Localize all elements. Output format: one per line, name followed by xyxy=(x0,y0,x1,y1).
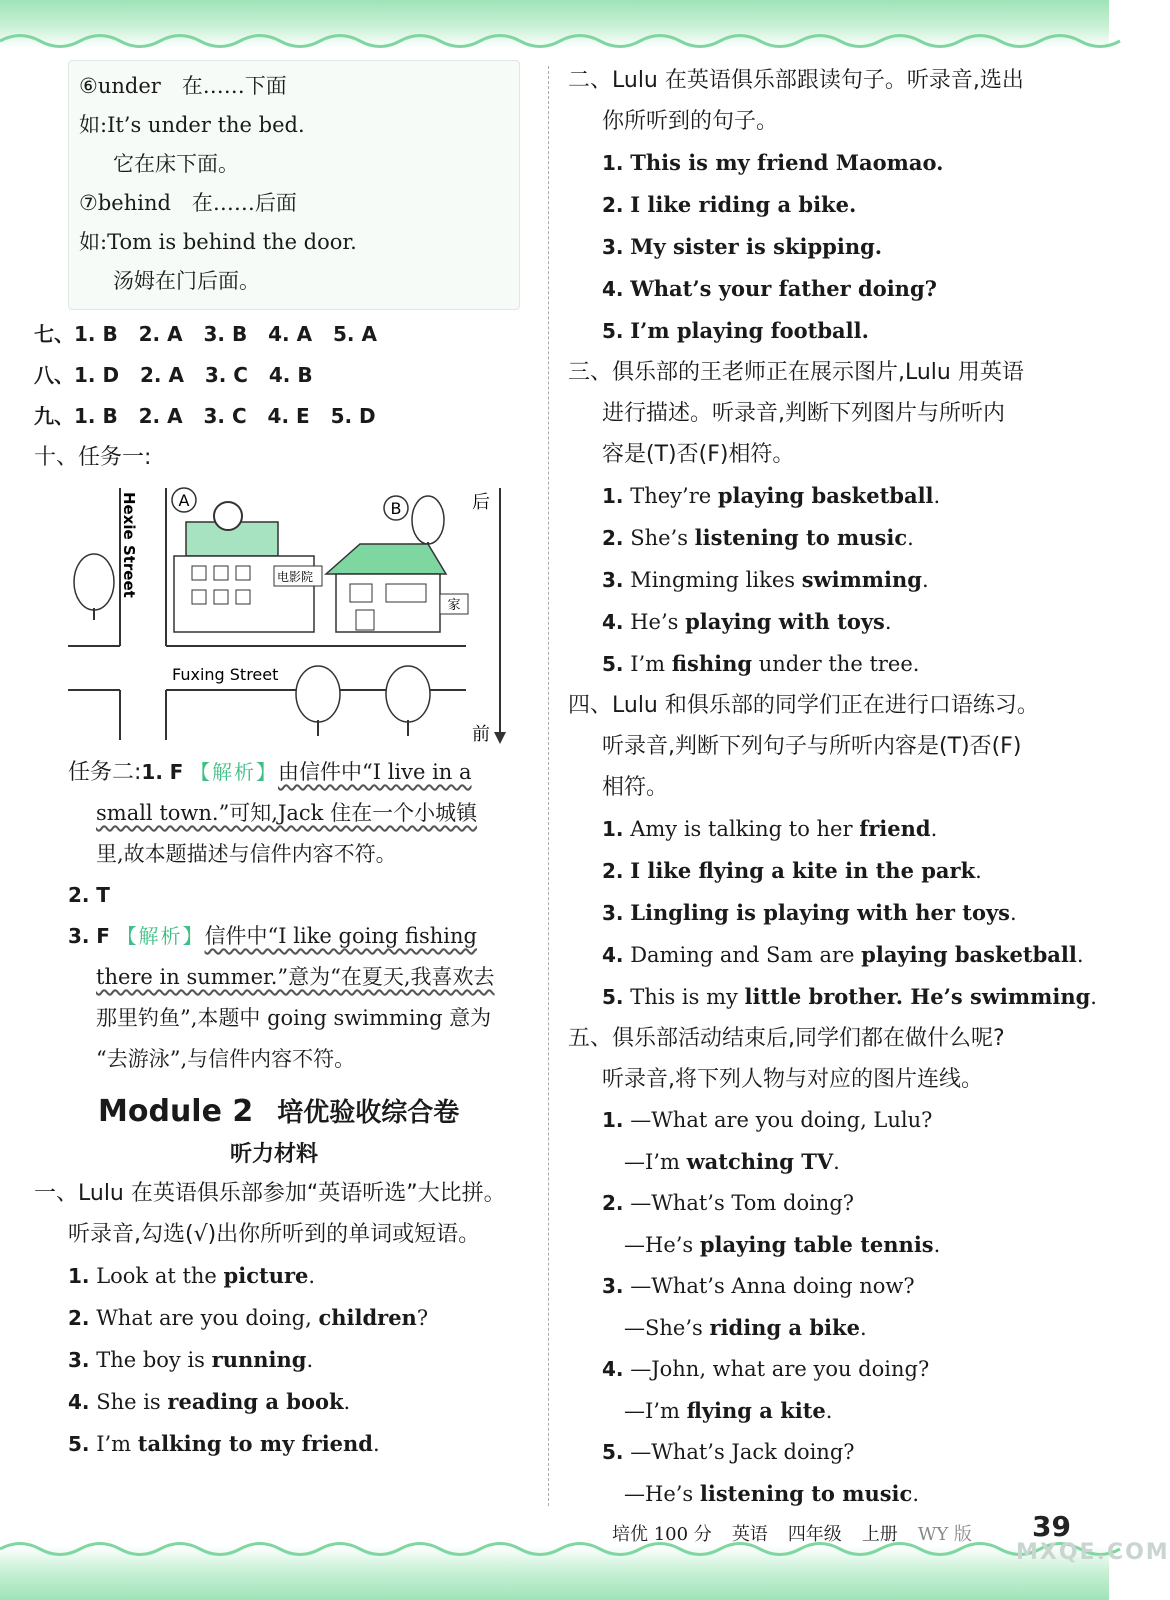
question-number: 2. xyxy=(68,883,90,907)
sentence-text: Mingming likes xyxy=(630,568,802,592)
analysis-text: 里,故本题描述与信件内容不符。 xyxy=(96,842,397,866)
answer-keyword: riding a bike xyxy=(709,1315,860,1340)
list-item xyxy=(34,1255,534,1297)
answer-item: 5. A xyxy=(332,322,377,346)
section-four-heading: 四、Lulu 和俱乐部的同学们正在进行口语练习。 xyxy=(568,693,1039,718)
dialog-question-line xyxy=(568,1432,1088,1473)
front-direction-label: 前 xyxy=(472,724,490,745)
sentence-keyword: little brother. He’s swimming xyxy=(744,984,1091,1009)
item-number: 1. xyxy=(602,151,624,175)
sentence-keyword: talking to my friend xyxy=(137,1431,373,1456)
tree-icon xyxy=(296,666,340,736)
answer-item: 3. C xyxy=(203,404,247,428)
item-number: 2. xyxy=(602,526,624,550)
question-text: —John, what are you doing? xyxy=(630,1357,930,1381)
sentence-text: I’m playing football. xyxy=(630,318,869,343)
dialog-answer-line xyxy=(568,1390,1088,1432)
sentence-suffix: . xyxy=(1090,985,1097,1009)
answer-item: 1. B xyxy=(74,404,118,428)
list-item xyxy=(568,142,1088,184)
answer-prefix: —He’s xyxy=(624,1482,700,1506)
answer-keyword: watching TV xyxy=(686,1149,834,1174)
list-item xyxy=(34,1381,534,1423)
cinema-building-icon xyxy=(174,502,322,632)
task2-q1-line1 xyxy=(34,752,534,793)
answer-prefix: —He’s xyxy=(624,1233,700,1257)
marker-a: A xyxy=(178,491,190,510)
sentence-text: She is xyxy=(96,1390,168,1414)
task-two-heading: 任务二: xyxy=(68,760,142,785)
dialog-question-line xyxy=(568,1349,1088,1390)
home-label: 家 xyxy=(447,598,461,613)
section-four-heading: 听录音,判断下列句子与所听内容是(T)否(F) xyxy=(602,734,1022,759)
hexie-street-label: Hexie Street xyxy=(120,492,138,598)
section-number: 七、 xyxy=(34,322,74,346)
answer-item: 3. B xyxy=(203,322,248,346)
column-divider xyxy=(548,66,549,1506)
item-number: 3. xyxy=(68,1348,90,1372)
section-one-list xyxy=(34,1255,534,1465)
item-number: 1. xyxy=(68,1264,90,1288)
answers-qi xyxy=(34,314,534,355)
sentence-suffix: . xyxy=(933,484,941,508)
answer-keyword: listening to music xyxy=(699,1481,913,1506)
section-four-heading: 相符。 xyxy=(602,775,669,800)
item-number: 3. xyxy=(602,568,624,592)
item-number: 4. xyxy=(602,943,624,967)
item-number: 4. xyxy=(68,1390,90,1414)
answer-keyword: playing table tennis xyxy=(699,1232,934,1257)
sentence-keyword: I like flying a kite in the park xyxy=(630,858,976,883)
watermark-stamp: MXQE.COM xyxy=(1016,1540,1170,1565)
sentence-keyword: playing basketball xyxy=(861,942,1077,967)
page-footer xyxy=(612,1520,992,1546)
sentence-keyword: playing with toys xyxy=(685,609,885,634)
sentence-keyword: reading a book xyxy=(167,1389,344,1414)
sentence-keyword: children xyxy=(318,1305,417,1330)
item-number: 2. xyxy=(602,859,624,883)
fuxing-street-label: Fuxing Street xyxy=(172,665,279,684)
sentence-suffix: . xyxy=(884,610,892,634)
answer-item: 3. C xyxy=(204,363,248,387)
answer-item: 2. A xyxy=(138,322,183,346)
item-number: 1. xyxy=(602,817,624,841)
question-text: —What’s Tom doing? xyxy=(630,1191,855,1215)
cinema-label: 电影院 xyxy=(276,570,314,584)
edition-label: WY 版 xyxy=(917,1524,972,1545)
module-title xyxy=(34,1088,534,1137)
item-number: 4. xyxy=(602,277,624,301)
module-subtitle: 培优验收综合卷 xyxy=(277,1098,460,1128)
list-item xyxy=(568,601,1088,643)
note-line: 如:Tom is behind the door. xyxy=(79,230,357,254)
dialog-answer-line xyxy=(568,1224,1088,1266)
section-two-list xyxy=(568,142,1088,352)
list-item xyxy=(568,643,1088,685)
list-item xyxy=(568,892,1088,934)
note-line: 汤姆在门后面。 xyxy=(113,269,260,293)
question-number: 2. xyxy=(602,1191,624,1215)
tree-icon xyxy=(386,666,430,736)
analysis-text: 由信件中“I live in a xyxy=(277,760,472,784)
grade-label: 四年级 xyxy=(787,1524,842,1545)
question-text: —What’s Jack doing? xyxy=(630,1440,855,1464)
section-five-list xyxy=(568,1100,1088,1515)
item-number: 5. xyxy=(602,652,624,676)
street-map xyxy=(68,478,534,748)
dialog-answer-line xyxy=(568,1141,1088,1183)
answer-keyword: flying a kite xyxy=(686,1398,826,1423)
sentence-suffix: . xyxy=(1010,901,1017,925)
sentence-text: He’s xyxy=(630,610,686,634)
sentence-suffix: . xyxy=(343,1390,351,1414)
sentence-text: What’s your father doing? xyxy=(630,276,937,301)
section-three-heading: 容是(T)否(F)相符。 xyxy=(602,442,795,467)
sentence-keyword: Lingling is playing with her toys xyxy=(630,900,1011,925)
list-item xyxy=(568,559,1088,601)
dialog-question-line xyxy=(568,1100,1088,1141)
question-text: —What’s Anna doing now? xyxy=(630,1274,915,1298)
sentence-text: Look at the xyxy=(96,1264,224,1288)
answers-jiu xyxy=(34,396,534,437)
sentence-text: They’re xyxy=(630,484,718,508)
home-building-icon xyxy=(326,544,468,632)
item-number: 2. xyxy=(602,193,624,217)
subject-label: 英语 xyxy=(731,1524,768,1545)
analysis-tag: 【解析】 xyxy=(116,924,205,948)
section-five-heading: 五、俱乐部活动结束后,同学们都在做什么呢? xyxy=(568,1026,1005,1051)
question-number: 5. xyxy=(602,1440,624,1464)
left-column xyxy=(34,60,534,1465)
back-direction-label: 后 xyxy=(472,492,490,513)
answers-ba xyxy=(34,355,534,396)
section-four-list xyxy=(568,808,1097,1018)
section-five-heading: 听录音,将下列人物与对应的图片连线。 xyxy=(602,1067,983,1092)
top-wave-border xyxy=(0,30,1109,52)
analysis-text: 信件中“I like going fishing xyxy=(204,924,477,948)
dialog-answer-line xyxy=(568,1307,1088,1349)
question-number: 1. xyxy=(602,1108,624,1132)
vocabulary-note-box xyxy=(68,60,520,310)
item-number: 3. xyxy=(602,901,624,925)
sentence-keyword: fishing xyxy=(671,651,753,676)
list-item xyxy=(568,226,1088,268)
item-number: 5. xyxy=(602,319,624,343)
analysis-text: there in summer.”意为“在夏天,我喜欢去 xyxy=(96,965,495,989)
right-column xyxy=(568,60,1097,1515)
sentence-text: My sister is skipping. xyxy=(630,234,883,259)
sentence-suffix: under the tree. xyxy=(752,652,920,676)
answer-item: 4. B xyxy=(268,363,313,387)
analysis-text: “去游泳”,与信件内容不符。 xyxy=(96,1047,356,1071)
sentence-keyword: playing basketball xyxy=(717,483,934,508)
section-three-heading: 进行描述。听录音,判断下列图片与所听内 xyxy=(602,401,1005,426)
sentence-keyword: friend xyxy=(859,816,931,841)
sentence-suffix: . xyxy=(921,568,929,592)
list-item xyxy=(568,268,1088,310)
answer-value: F xyxy=(96,924,110,948)
section-three-list xyxy=(568,475,1088,685)
answer-suffix: . xyxy=(825,1399,833,1423)
dialog-question-line xyxy=(568,1266,1088,1307)
sentence-suffix: . xyxy=(1076,943,1084,967)
sentence-text: I’m xyxy=(96,1432,138,1456)
section-one-heading: 听录音,勾选(√)出你所听到的单词或短语。 xyxy=(68,1222,481,1247)
task-one-heading: 十、任务一: xyxy=(34,445,152,470)
note-line: 如:It’s under the bed. xyxy=(79,113,305,137)
answer-suffix: . xyxy=(912,1482,920,1506)
item-number: 4. xyxy=(602,610,624,634)
answer-item: 1. D xyxy=(74,363,120,387)
answer-suffix: . xyxy=(933,1233,941,1257)
sentence-keyword: listening to music xyxy=(694,525,908,550)
list-item xyxy=(34,1423,534,1465)
note-line: ⑥under 在……下面 xyxy=(79,74,287,98)
list-item xyxy=(568,808,1088,850)
sentence-text: She’s xyxy=(630,526,695,550)
list-item xyxy=(34,1297,534,1339)
module-name: Module 2 xyxy=(98,1094,254,1129)
tree-icon xyxy=(74,554,114,620)
sentence-suffix: . xyxy=(930,817,938,841)
answer-item: 4. A xyxy=(268,322,313,346)
list-item xyxy=(568,850,1088,892)
question-number: 3. xyxy=(602,1274,624,1298)
analysis-text: small town.”可知,Jack 住在一个小城镇 xyxy=(96,801,478,825)
list-item xyxy=(568,475,1088,517)
answer-value: T xyxy=(96,883,110,907)
task2-q3-line1 xyxy=(34,916,534,957)
note-line: 它在床下面。 xyxy=(113,152,239,176)
list-item xyxy=(568,184,1088,226)
answer-item: 2. A xyxy=(138,404,183,428)
analysis-text: 那里钓鱼”,本题中 going swimming 意为 xyxy=(96,1006,492,1030)
answer-suffix: . xyxy=(859,1316,867,1340)
note-line: ⑦behind 在……后面 xyxy=(79,191,297,215)
sentence-text: This is my friend Maomao. xyxy=(630,150,944,175)
item-number: 1. xyxy=(602,484,624,508)
answer-suffix: . xyxy=(833,1150,840,1174)
street-map-drawing xyxy=(68,478,534,748)
sentence-text: I like riding a bike. xyxy=(630,192,857,217)
answer-prefix: —I’m xyxy=(624,1150,687,1174)
question-number: 4. xyxy=(602,1357,624,1381)
sentence-suffix: . xyxy=(306,1348,314,1372)
sentence-text: What are you doing, xyxy=(96,1306,319,1330)
sentence-text: I’m xyxy=(630,652,672,676)
section-two-heading: 你所听到的句子。 xyxy=(602,109,779,134)
sentence-keyword: picture xyxy=(223,1263,309,1288)
item-number: 5. xyxy=(68,1432,90,1456)
list-item xyxy=(568,934,1088,976)
section-number: 九、 xyxy=(34,404,74,428)
sentence-text: The boy is xyxy=(96,1348,212,1372)
sentence-keyword: swimming xyxy=(801,567,922,592)
answer-item: 1. B xyxy=(74,322,118,346)
answer-item: 5. D xyxy=(330,404,376,428)
sentence-text: Amy is talking to her xyxy=(630,817,860,841)
answer-item: 4. E xyxy=(267,404,310,428)
section-two-heading: 二、Lulu 在英语俱乐部跟读句子。听录音,选出 xyxy=(568,68,1024,93)
sentence-suffix: . xyxy=(907,526,914,550)
task2-q2 xyxy=(34,875,534,916)
section-three-heading: 三、俱乐部的王老师正在展示图片,Lulu 用英语 xyxy=(568,360,1024,385)
sentence-suffix: . xyxy=(372,1432,380,1456)
question-number: 1. xyxy=(141,760,163,784)
page-number: 39 xyxy=(1032,1510,1071,1543)
answer-item: 2. A xyxy=(139,363,184,387)
answer-value: F xyxy=(169,760,184,784)
item-number: 2. xyxy=(68,1306,90,1330)
answer-prefix: —She’s xyxy=(624,1316,710,1340)
book-title: 培优 100 分 xyxy=(612,1524,712,1545)
dialog-answer-line xyxy=(568,1473,1088,1515)
list-item xyxy=(568,517,1088,559)
sentence-text: Daming and Sam are xyxy=(630,943,862,967)
volume-label: 上册 xyxy=(861,1524,898,1545)
sentence-keyword: running xyxy=(211,1347,307,1372)
section-one-heading: 一、Lulu 在英语俱乐部参加“英语听选”大比拼。 xyxy=(34,1181,506,1206)
sentence-suffix: ? xyxy=(416,1306,429,1330)
sentence-suffix: . xyxy=(308,1264,316,1288)
list-item xyxy=(568,310,1088,352)
answer-prefix: —I’m xyxy=(624,1399,687,1423)
list-item xyxy=(34,1339,534,1381)
section-number: 八、 xyxy=(34,363,74,387)
item-number: 3. xyxy=(602,235,624,259)
sentence-text: This is my xyxy=(630,985,745,1009)
dialog-question-line xyxy=(568,1183,1088,1224)
marker-b: B xyxy=(390,499,402,518)
question-number: 3. xyxy=(68,924,90,948)
sentence-suffix: . xyxy=(975,859,982,883)
list-item xyxy=(568,976,1097,1018)
listening-material-title: 听力材料 xyxy=(229,1142,318,1167)
analysis-tag: 【解析】 xyxy=(189,760,278,784)
question-text: —What are you doing, Lulu? xyxy=(630,1108,933,1132)
item-number: 5. xyxy=(602,985,624,1009)
